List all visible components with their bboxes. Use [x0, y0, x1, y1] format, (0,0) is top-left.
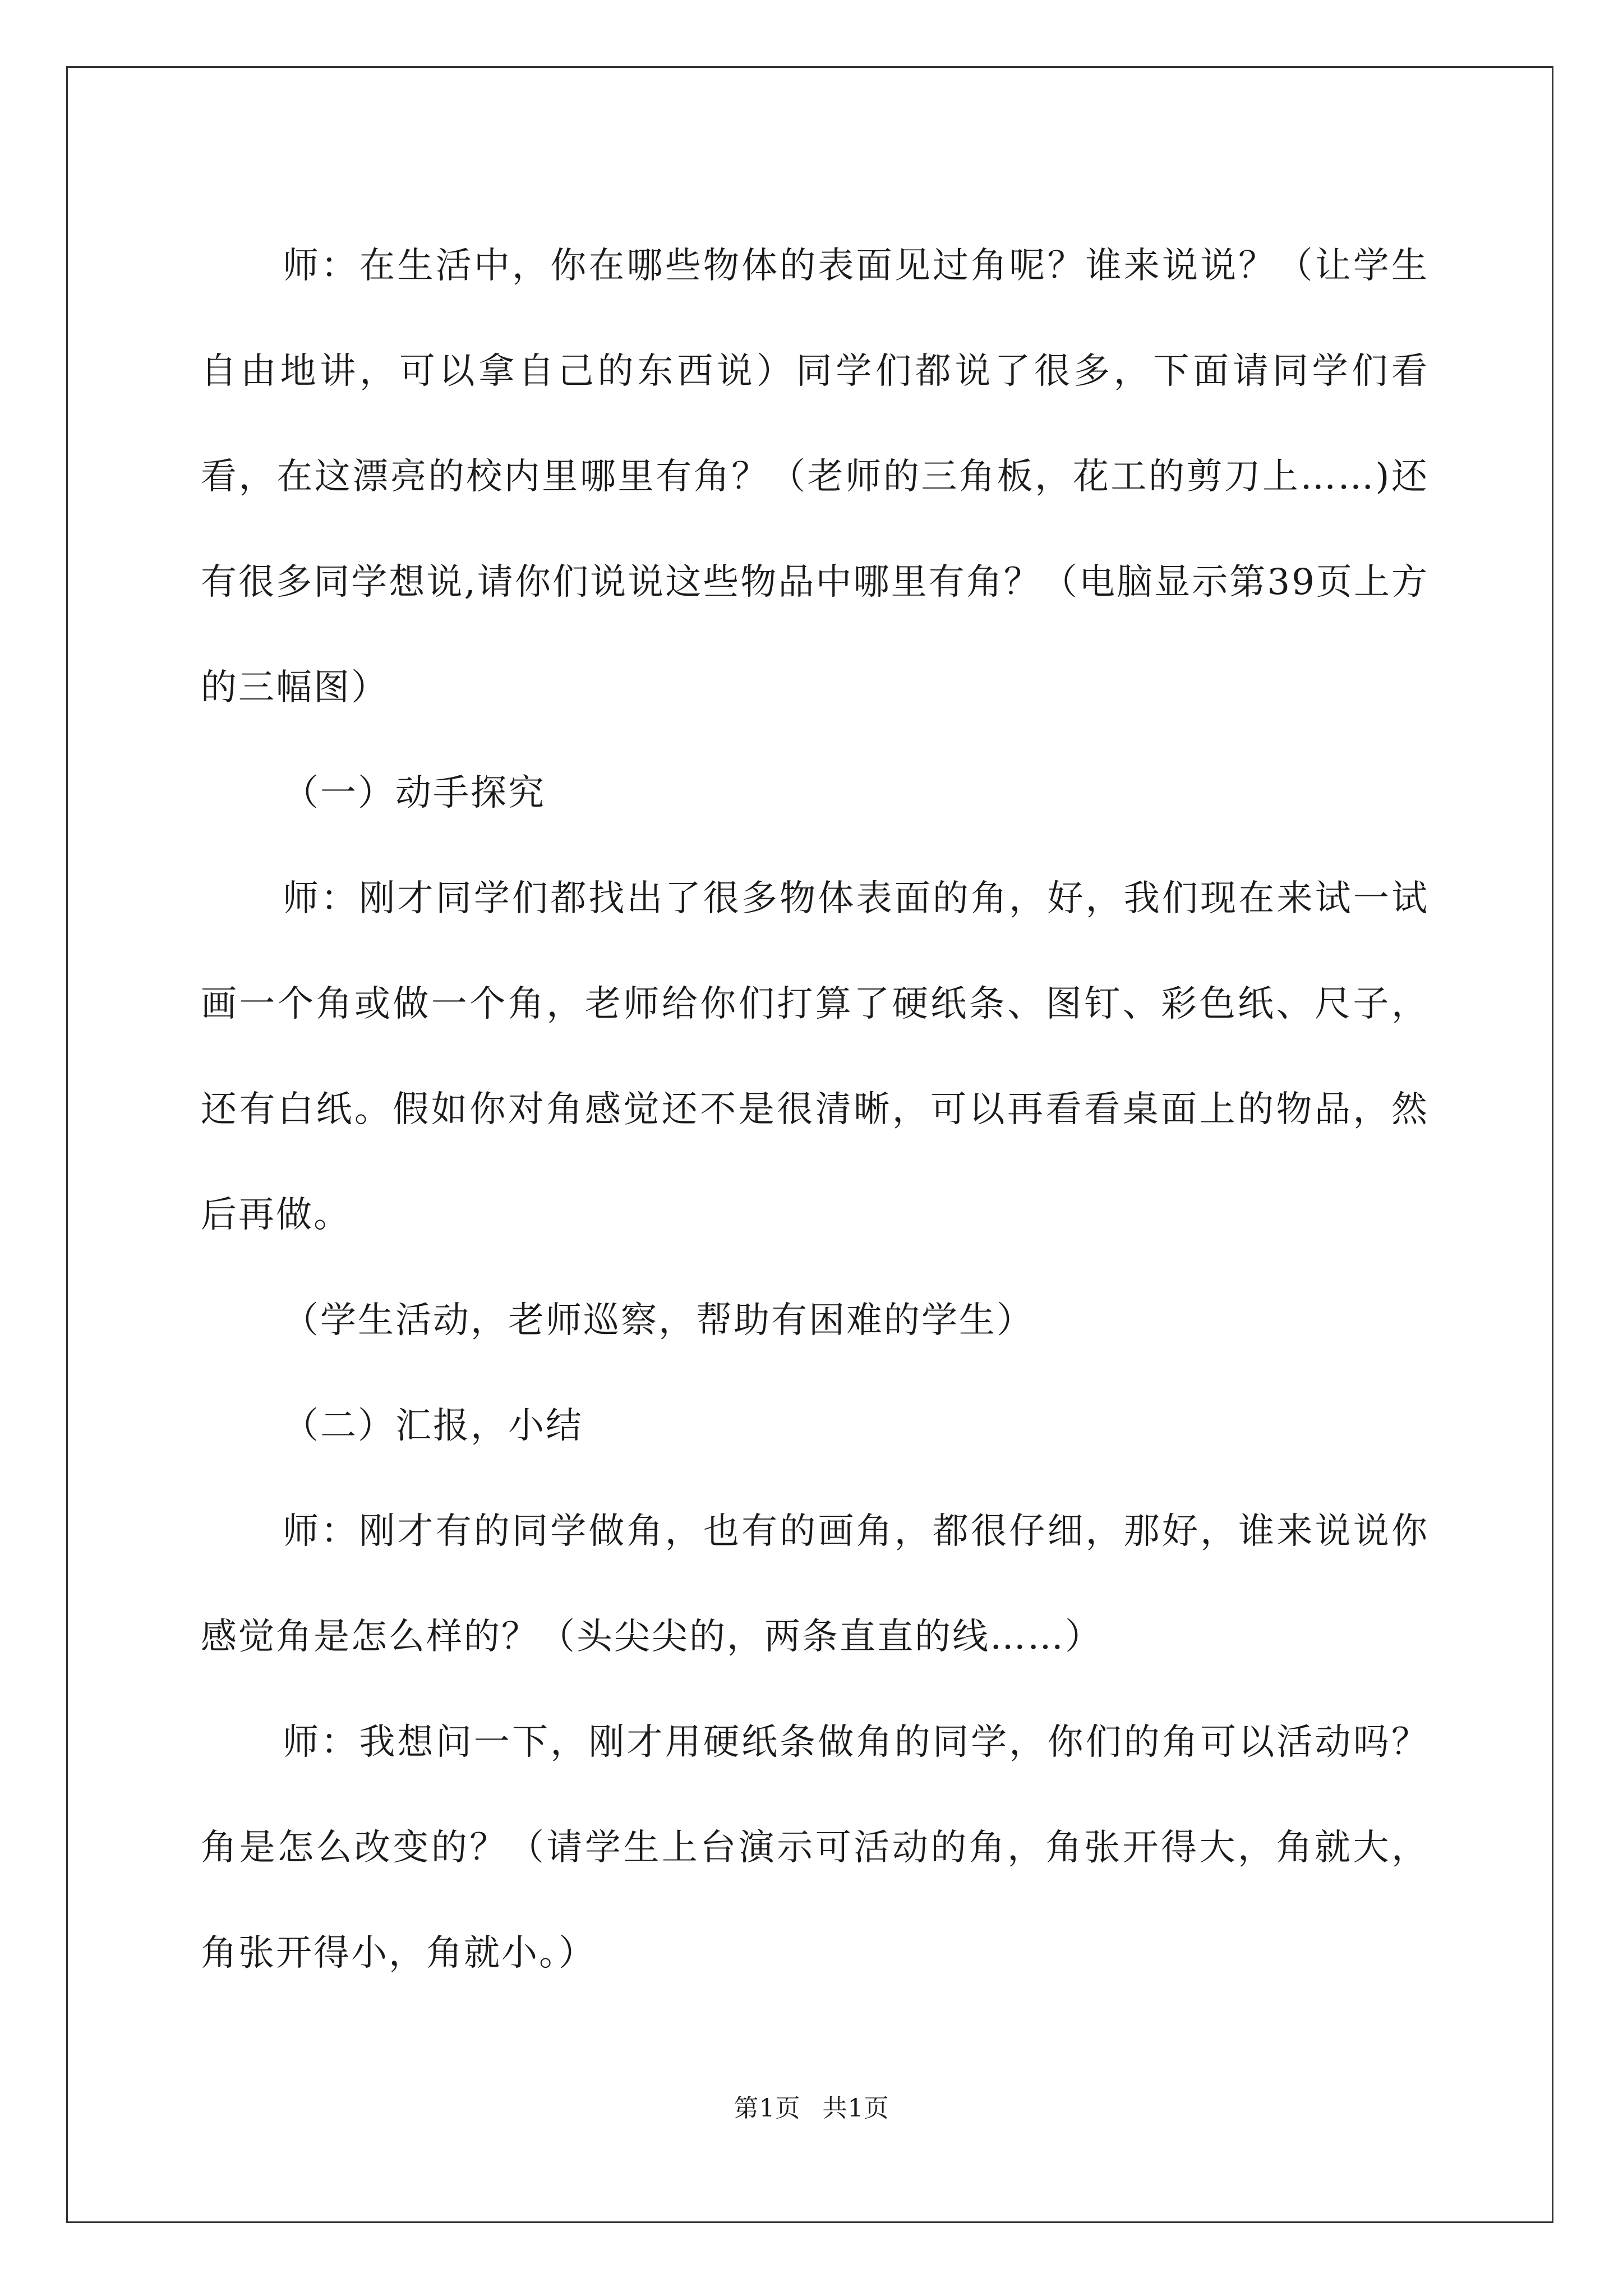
document-body [201, 213, 1429, 2006]
section-heading-report: （二）汇报，小结 [283, 1405, 583, 1447]
paragraph-2: 师：刚才同学们都找出了很多物体表面的角，好，我们现在来试一试画一个角或做一个角，老师给你们打算了硬纸条、图钉、彩色纸、尺子，还有白纸。假如你对角感觉还不是很清晰，可以再看看桌面上的物品，然后再做。 [201, 878, 1429, 1236]
page-footer [0, 2088, 1623, 2124]
paragraph-3: （学生活动，老师巡察，帮助有困难的学生） [283, 1300, 1034, 1341]
paragraph-5: 师：我想问一下，刚才用硬纸条做角的同学，你们的角可以活动吗？角是怎么改变的？（请学生上台演示可活动的角，角张开得大，角就大，角张开得小，角就小。） [201, 1722, 1429, 1974]
page-number-total: 共1页 [822, 2094, 889, 2123]
paragraph-4: 师：刚才有的同学做角，也有的画角，都很仔细，那好，谁来说说你感觉角是怎么样的？（头尖尖的，两条直直的线……） [201, 1511, 1429, 1658]
paragraph-1: 师：在生活中，你在哪些物体的表面见过角呢？谁来说说？（让学生自由地讲，可以拿自己的东西说）同学们都说了很多，下面请同学们看看，在这漂亮的校内里哪里有角？（老师的三角板，花工的剪刀上……)还有很多同学想说,请你们说说这些物品中哪里有角？（电脑显示第39页上方的三幅图） [201, 245, 1429, 708]
page-number-current: 第1页 [734, 2094, 801, 2123]
section-heading-hands-on: （一）动手探究 [283, 772, 546, 814]
